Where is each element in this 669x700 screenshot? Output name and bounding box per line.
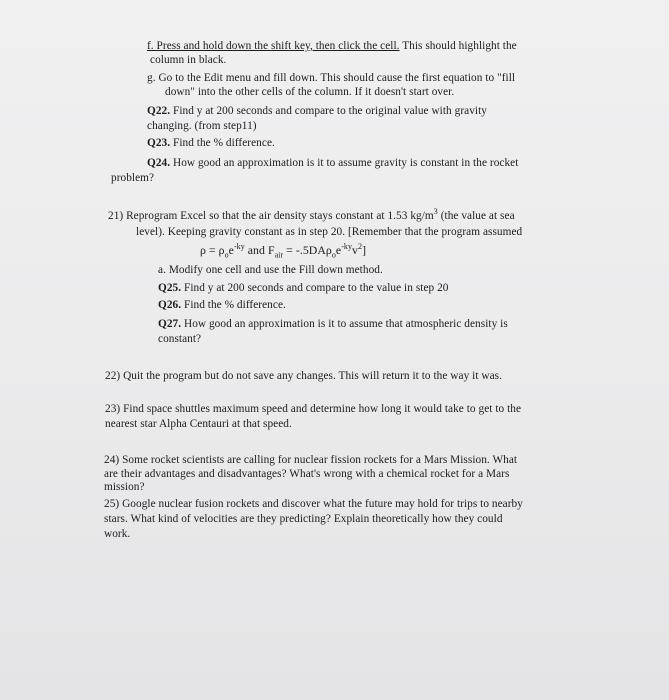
q22-line-2: changing. (from step11) — [147, 120, 257, 132]
step-24-line-3: mission? — [104, 481, 145, 493]
q24-text: How good an approximation is it to assume gravity is constant in the rocket — [170, 157, 519, 169]
q23-label: Q23. — [147, 137, 171, 149]
step-22-line: 22) Quit the program but do not save any changes. This will return it to the way it was. — [105, 370, 502, 382]
step-g-line-1: g. Go to the Edit menu and fill down. This should cause the first equation to "fill — [147, 72, 516, 84]
step-f-line-2: column in black. — [150, 54, 227, 66]
step-21-text-a: 21) Reprogram Excel so that the air density stays constant at 1.53 kg/m — [108, 210, 434, 222]
step-24-line-1: 24) Some rocket scientists are calling for nuclear fission rockets for a Mars Mission. What — [104, 454, 518, 466]
step-21-superscript: 3 — [433, 207, 438, 217]
step-f-underlined: f. Press and hold down the shift key, then click the cell. — [147, 40, 400, 52]
formula: $\rho = \rho_oe^{-ky}$ and $F_{air} = -.5DA\rho_oe^{-ky}v^2$] — [200, 242, 367, 260]
q27-label: Q27. — [158, 318, 182, 330]
q27-line-1 — [158, 317, 508, 331]
step-21-item-a: a. Modify one cell and use the Fill down method. — [158, 264, 383, 276]
q24-line-2: problem? — [111, 172, 155, 184]
step-21-line-1 — [108, 209, 515, 223]
step-25-line-3: work. — [104, 528, 131, 540]
step-24-line-2: are their advantages and disadvantages? What's wrong with a chemical rocket for a Mars — [104, 468, 510, 480]
q25-label: Q25. — [158, 282, 182, 294]
q26-label: Q26. — [158, 299, 182, 311]
step-25-line-2: stars. What kind of velocities are they predicting? Explain theoretically how they could — [104, 513, 503, 525]
q27-text: How good an approximation is it to assume that atmospheric density is — [181, 318, 508, 330]
q22-label: Q22. — [147, 105, 171, 117]
step-g-line-2: down" into the other cells of the column. If it doesn't start over. — [165, 86, 455, 98]
step-23-line-1: 23) Find space shuttles maximum speed and determine how long it would take to get to the — [105, 403, 522, 415]
step-21-line-2: level). Keeping gravity constant as in step 20. [Remember that the program assumed — [136, 226, 523, 238]
q22-line-1 — [147, 104, 487, 118]
q25-line — [158, 281, 449, 295]
step-25-line-1: 25) Google nuclear fusion rockets and discover what the future may hold for trips to nearby — [104, 498, 523, 510]
q25-text: Find y at 200 seconds and compare to the value in step 20 — [181, 282, 449, 294]
q24-label: Q24. — [147, 157, 171, 169]
step-21-text-b: (the value at sea — [437, 210, 515, 222]
q27-line-2: constant? — [158, 333, 202, 345]
q22-text: Find y at 200 seconds and compare to the original value with gravity — [170, 105, 487, 117]
step-f-rest: This should highlight the — [399, 40, 517, 52]
q26-text: Find the % difference. — [181, 299, 286, 311]
q23-line — [147, 136, 275, 150]
q23-text: Find the % difference. — [170, 137, 275, 149]
q26-line — [158, 298, 286, 312]
q24-line-1 — [147, 156, 518, 170]
step-23-line-2: nearest star Alpha Centauri at that speed. — [105, 418, 292, 430]
step-f-line-1 — [147, 39, 517, 53]
